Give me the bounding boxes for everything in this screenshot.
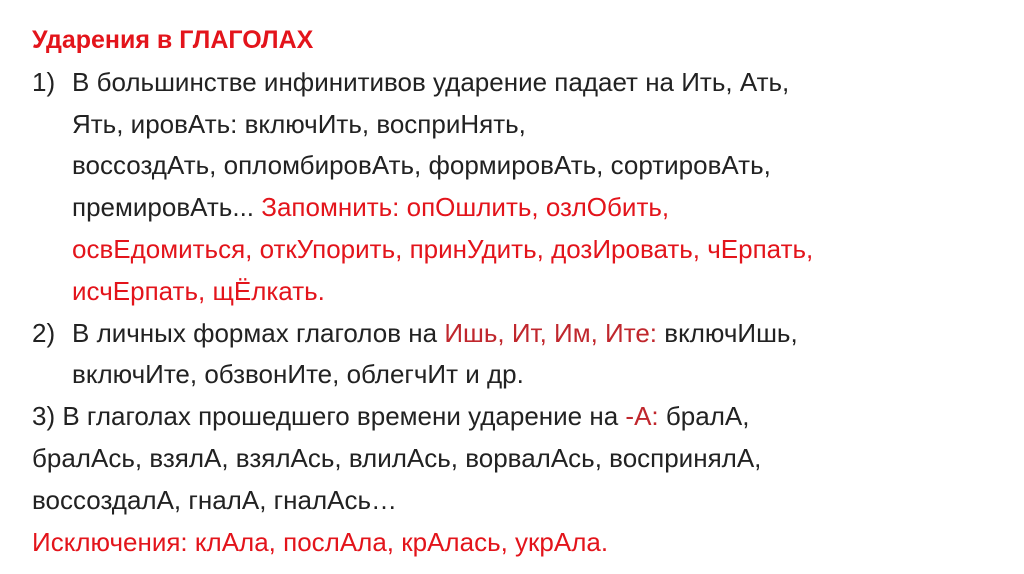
- slide-title: Ударения в ГЛАГОЛАХ: [32, 26, 314, 54]
- item-3-line-4: [32, 522, 1002, 564]
- item-3-line-2: [32, 438, 1002, 480]
- item-1-text-4-black: премировАть...: [72, 192, 255, 223]
- item-2-line-1: [32, 313, 1002, 355]
- item-1-line-5: [32, 229, 1002, 271]
- item-1-text-2: Ять, ировАть: включИть, восприНять,: [72, 108, 526, 139]
- item-1-line-2: [32, 104, 1002, 146]
- item-2-text-1-black: В личных формах глаголов на: [72, 317, 438, 348]
- item-3-text-2: бралАсь, взялА, взялАсь, влилАсь, ворвалАсь, воспринялА,: [32, 442, 762, 473]
- item-1-text-1: В большинстве инфинитивов ударение падает на Ить, Ать,: [72, 66, 790, 97]
- item-1-line-4: [32, 187, 1002, 229]
- item-2-text-1-red: Ишь, Ит, Им, Ите:: [444, 317, 658, 348]
- item-3-line-3: [32, 480, 1002, 522]
- item-3-text-3: воссоздалА, гналА, гналАсь…: [32, 484, 398, 515]
- item-3-line-1: [32, 396, 1002, 438]
- item-1-line-1: [32, 62, 1002, 104]
- item-1-text-3: воссоздАть, опломбировАть, формировАть, сортировАть,: [72, 150, 771, 181]
- item-3-text-1-red: -А:: [625, 401, 659, 432]
- item-3-text-1-black-2: бралА,: [665, 401, 750, 432]
- item-1-text-6-red: исчЕрпать, щЁлкать.: [72, 275, 325, 306]
- slide-text-block: [32, 20, 1002, 563]
- item-2-line-2: [32, 354, 1002, 396]
- item-1-text-5-red: освЕдомиться, откУпорить, принУдить, дозИровать, чЕрпать,: [72, 233, 814, 264]
- item-1-line-3: [32, 145, 1002, 187]
- item-2-number: 2): [32, 317, 56, 348]
- item-1-text-4-red: Запомнить: опОшлить, озлОбить,: [261, 192, 670, 223]
- item-1-line-6: [32, 271, 1002, 313]
- item-1-number: 1): [32, 66, 56, 97]
- item-2-text-1-black-2: включИшь,: [664, 317, 798, 348]
- item-3-text-1-black: 3) В глаголах прошедшего времени ударение на: [32, 401, 619, 432]
- item-2-text-2: включИте, обзвонИте, облегчИт и др.: [72, 359, 524, 390]
- item-3-text-4-red: Исключения: клАла, послАла, крАлась, укрАла.: [32, 526, 609, 557]
